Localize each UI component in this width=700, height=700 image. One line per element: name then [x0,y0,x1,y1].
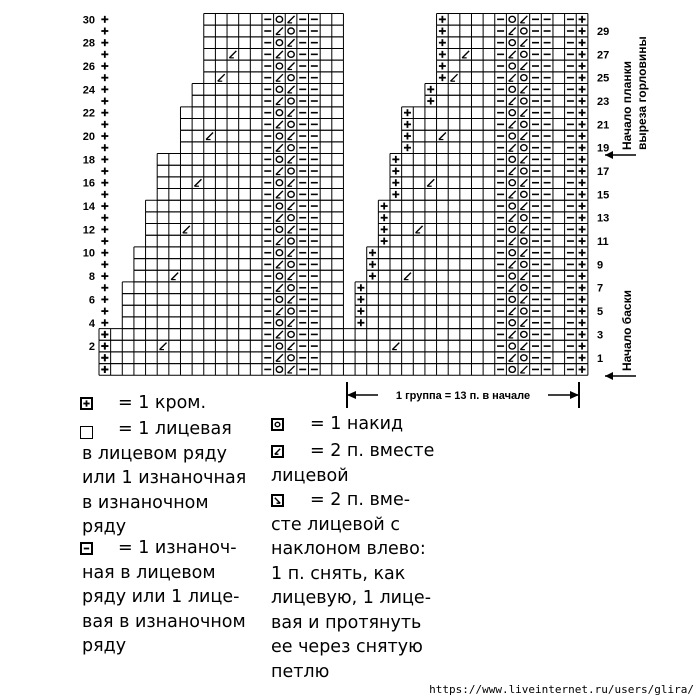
row-number-left: 12 [82,224,95,237]
row-number-right: 1 [597,352,604,365]
row-number-left: 6 [88,294,95,307]
legend-edge-text: = 1 кром. [118,393,207,413]
row-number-right: 7 [597,282,604,295]
legend-knit-text: = 1 лицевая в лицевом ряду или 1 изнаночная в изнаночном ряду [82,419,247,537]
legend-purl-text: = 1 изнаноч- ная в лицевом ряду или 1 лице- вая в изнаночном ряду [82,538,246,656]
row-number-left: 26 [82,61,95,74]
row-number-left: 2 [88,341,95,354]
row-number-right: 11 [597,236,609,249]
watermark: https://www.liveinternet.ru/users/glira/ [429,683,694,696]
row-number-left: 14 [82,201,95,214]
yarn-over-icon [271,418,284,431]
row-number-right: 25 [597,72,610,85]
edge-stitch-icon [80,397,93,410]
basque-label: Начало баски [620,290,634,371]
row-number-left: 4 [88,317,95,330]
row-number-left: 30 [82,14,95,27]
legend-k2tog-text: = 2 п. вместе лицевой [271,441,435,486]
row-number-left: 20 [82,131,95,144]
legend-yo-text: = 1 накид [310,414,404,434]
row-number-left: 24 [82,84,95,97]
row-number-right: 15 [597,189,610,202]
row-number-left: 8 [88,271,95,284]
neck-marker [605,36,649,159]
row-number-left: 16 [82,177,95,190]
row-number-left: 18 [82,154,95,167]
row-number-left: 28 [82,37,95,50]
row-number-right: 5 [597,306,604,319]
row-number-right: 21 [597,119,610,132]
group-bracket [347,382,579,408]
row-number-right: 27 [597,49,610,62]
row-number-right: 23 [597,96,610,109]
row-number-right: 19 [597,142,610,155]
neck-label-line1: Начало планки [620,61,634,150]
row-number-right: 29 [597,26,610,39]
row-number-left: 10 [82,247,95,260]
row-number-right: 13 [597,212,610,225]
row-numbers-left [83,14,96,353]
legend-ssk-text: = 2 п. вме- сте лицевой с наклоном влево: 1 п. снять, как лицевую, 1 лице- вая и протянуть ее через снятую петлю [271,490,432,682]
row-number-right: 17 [597,166,610,179]
group-label: 1 группа = 13 п. в начале [395,390,531,402]
basque-marker [605,290,636,380]
row-number-right: 9 [597,259,604,272]
row-number-left: 22 [82,107,95,120]
row-numbers-right [597,26,609,365]
row-number-right: 3 [597,329,604,342]
neck-label-line2: выреза горловины [635,36,649,150]
